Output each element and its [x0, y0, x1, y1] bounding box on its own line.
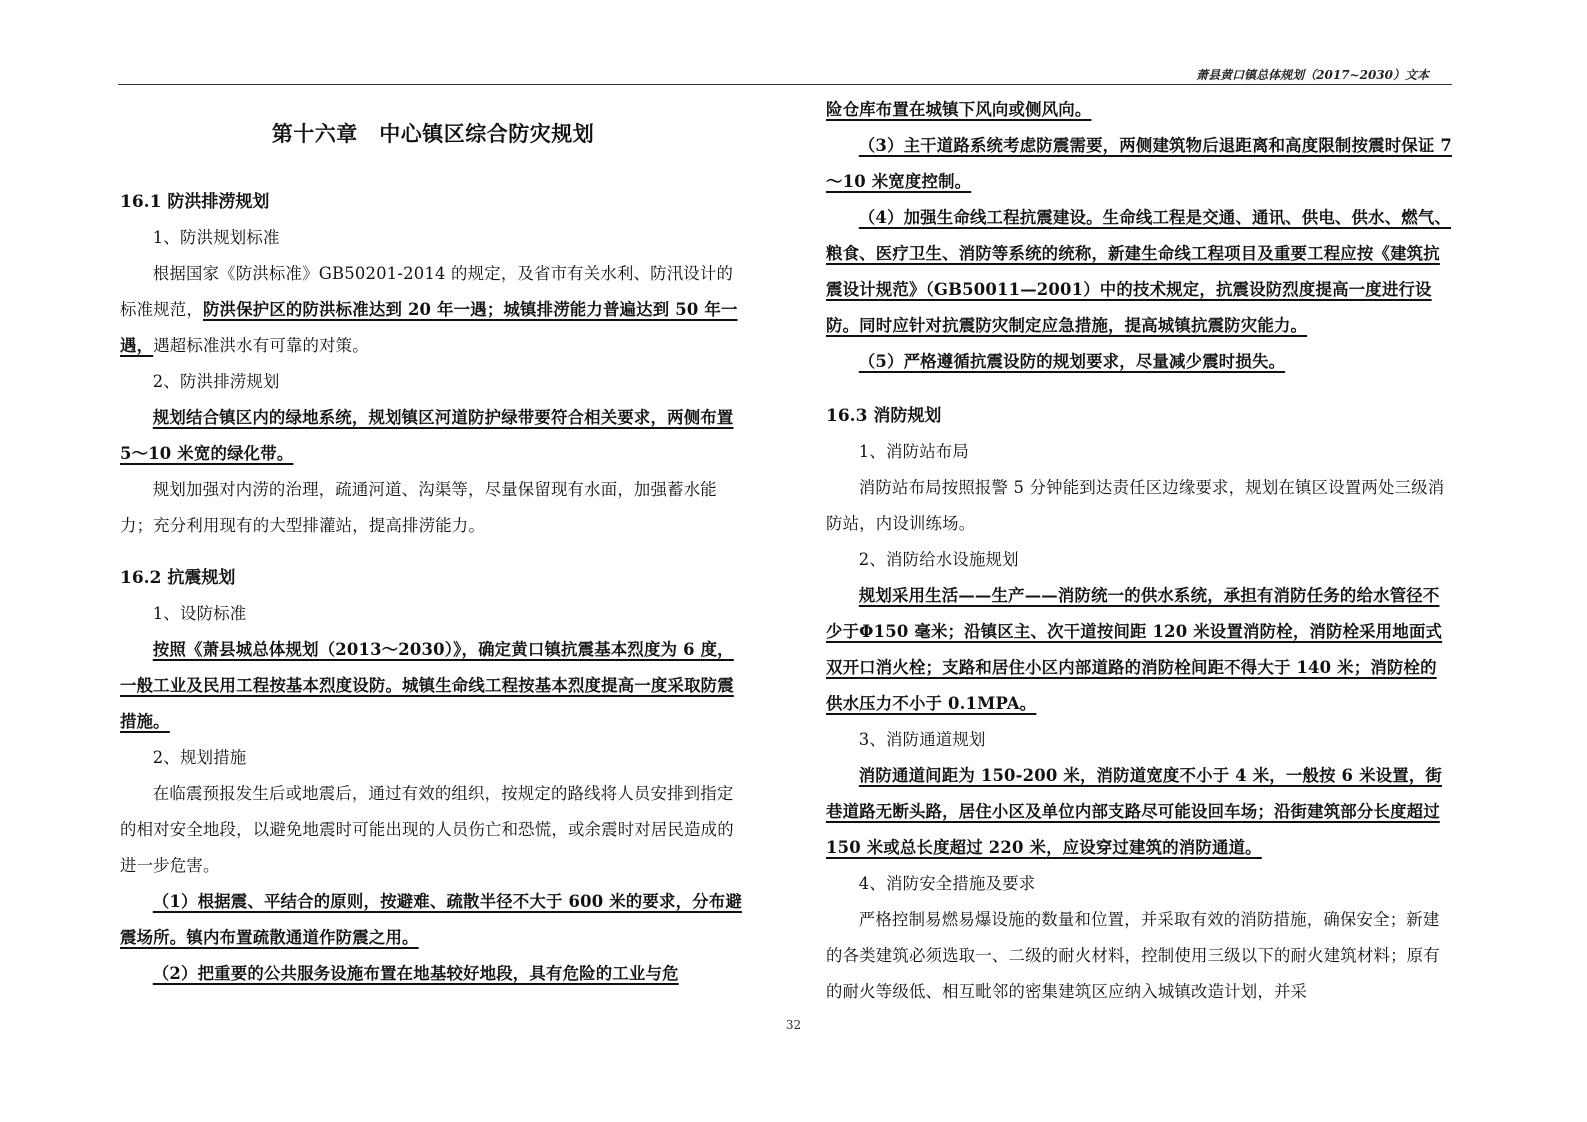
paragraph-measure-5: （5）严格遵循抗震设防的规划要求，尽量减少震时损失。 — [858, 352, 1286, 371]
paragraph-waterlogging: 规划加强对内涝的治理，疏通河道、沟渠等，尽量保留现有水面，加强蓄水能力；充分利用现有的大型排灌站，提高排涝能力。 — [120, 480, 717, 535]
text-plain: 遇超标准洪水有可靠的对策。 — [153, 336, 369, 355]
paragraph-seismic-standard: 按照《萧县城总体规划（2013～2030）》，确定黄口镇抗震基本烈度为 6 度，一般工业及民用工程按基本烈度设防。城镇生命线工程按基本烈度提高一度采取防震措施。 — [120, 640, 734, 731]
paragraph-flood-standard — [120, 256, 746, 364]
header-title: 萧县黄口镇总体规划（2017~2030）文本 — [1196, 68, 1429, 82]
text-emphasis: 防洪保护区的防洪标准达到 20 年一遇；城镇排涝能力普遍达到 50 年一遇， — [120, 300, 738, 355]
left-column — [120, 92, 746, 992]
item-water-supply: 2、消防给水设施规划 — [858, 550, 1019, 569]
paragraph-measure-1: （1）根据震、平结合的原则，按避难、疏散半径不大于 600 米的要求，分布避震场所。镇内布置疏散通道作防震之用。 — [120, 892, 742, 947]
page-number: 32 — [785, 1018, 802, 1032]
item-flood-standard: 1、防洪规划标准 — [152, 228, 280, 247]
paragraph-measure-4: （4）加强生命线工程抗震建设。生命线工程是交通、通讯、供电、供水、燃气、粮食、医疗卫生、消防等系统的统称，新建生命线工程项目及重要工程应按《建筑抗震设计规范》（GB50011—2001）中的技术规定，抗震设防烈度提高一度进行设防。同时应针对抗震防灾制定应急措施，提高城镇抗震防灾能力。 — [826, 208, 1452, 335]
right-column — [826, 92, 1452, 1010]
chapter-title: 第十六章 中心镇区综合防灾规划 — [271, 121, 595, 146]
paragraph-green-belt: 规划结合镇区内的绿地系统，规划镇区河道防护绿带要符合相关要求，两侧布置 5～10 米宽的绿化带。 — [120, 408, 734, 463]
text-plain: 根据国家《防洪标准》GB50201-2014 的规定，及省市有关水利、防汛设计的标准规范， — [120, 264, 734, 319]
item-station-layout: 1、消防站布局 — [858, 442, 969, 461]
paragraph-station-layout: 消防站布局按照报警 5 分钟能到达责任区边缘要求，规划在镇区设置两处三级消防站，内设训练场。 — [826, 478, 1445, 533]
section-16-2-heading: 16.2 抗震规划 — [120, 568, 236, 588]
item-safety-measures: 4、消防安全措施及要求 — [858, 874, 1036, 893]
paragraph-fire-access: 消防通道间距为 150-200 米，消防道宽度不小于 4 米，一般按 6 米设置，街巷道路无断头路，居住小区及单位内部支路尽可能设回车场；沿街建筑部分长度超过 150 米或总长度超过 220 米，应设穿过建筑的消防通道。 — [826, 766, 1443, 857]
item-seismic-standard: 1、设防标准 — [152, 604, 247, 623]
section-16-3-heading: 16.3 消防规划 — [826, 406, 942, 426]
section-16-1-heading: 16.1 防洪排涝规划 — [120, 192, 270, 212]
paragraph-measure-2-cont: 险仓库布置在城镇下风向或侧风向。 — [826, 100, 1092, 119]
paragraph-water-supply: 规划采用生活——生产——消防统一的供水系统，承担有消防任务的给水管径不少于Φ150 毫米；沿镇区主、次干道按间距 120 米设置消防栓，消防栓采用地面式双开口消火栓；支路和居住小区内部道路的消防栓间距不得大于 140 米；消防栓的供水压力不小于 0.1MPA。 — [826, 586, 1443, 713]
paragraph-evacuation: 在临震预报发生后或地震后，通过有效的组织，按规定的路线将人员安排到指定的相对安全地段，以避免地震时可能出现的人员伤亡和恐慌，或余震时对居民造成的进一步危害。 — [120, 784, 734, 875]
paragraph-safety-measures: 严格控制易燃易爆设施的数量和位置，并采取有效的消防措施，确保安全；新建的各类建筑必须选取一、二级的耐火材料，控制使用三级以下的耐火建筑材料；原有的耐火等级低、相互毗邻的密集建筑区应纳入城镇改造计划，并采 — [826, 910, 1440, 1001]
item-fire-access: 3、消防通道规划 — [858, 730, 986, 749]
paragraph-measure-2: （2）把重要的公共服务设施布置在地基较好地段，具有危险的工业与危 — [152, 964, 679, 983]
header-rule — [118, 84, 1452, 85]
item-flood-drainage: 2、防洪排涝规划 — [152, 372, 280, 391]
item-measures: 2、规划措施 — [152, 748, 247, 767]
paragraph-measure-3: （3）主干道路系统考虑防震需要，两侧建筑物后退距离和高度限制按震时保证 7～10 米宽度控制。 — [826, 136, 1452, 191]
